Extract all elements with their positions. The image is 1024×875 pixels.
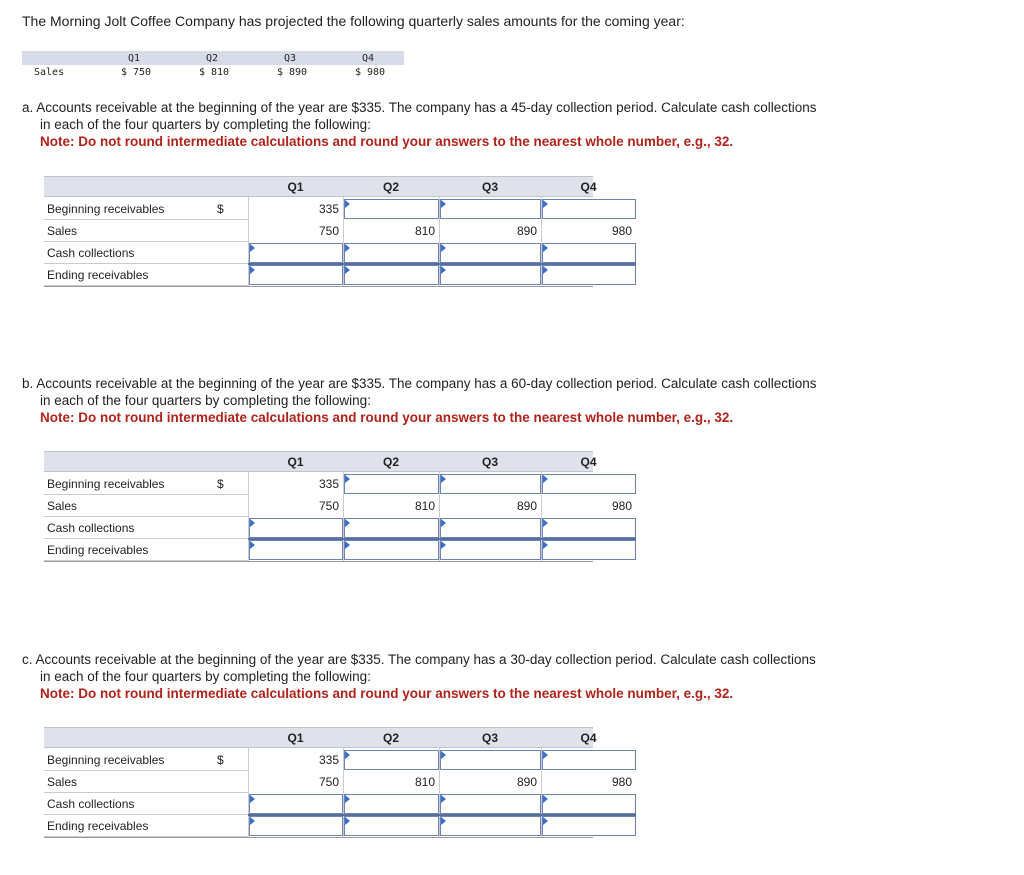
ending-receivables-input-q4[interactable] xyxy=(542,816,636,836)
beginning-receivables-input-q2[interactable] xyxy=(344,750,439,770)
row-label: Sales xyxy=(47,775,78,789)
cash-collections-input-q2[interactable] xyxy=(344,518,439,538)
ending-receivables-input-q3[interactable] xyxy=(440,540,541,560)
ending-receivables-input-q3[interactable] xyxy=(440,816,541,836)
ending-receivables-input-q1[interactable] xyxy=(249,265,343,285)
sales-value-q1: 750 xyxy=(318,775,339,789)
cash-collections-input-q4[interactable] xyxy=(542,243,636,263)
cash-collections-input-q3[interactable] xyxy=(440,794,541,814)
sales-value-q1: 750 xyxy=(318,499,339,513)
sales-value-q3: 890 xyxy=(516,775,537,789)
table-bottom-border xyxy=(44,561,593,562)
beginning-receivables-input-q2[interactable] xyxy=(344,199,439,219)
sales-value-q2: 810 xyxy=(414,499,435,513)
ending-receivables-input-q2[interactable] xyxy=(344,265,439,285)
header-q3: Q3 xyxy=(481,731,498,745)
question-c-line2: in each of the four quarters by completing the following: xyxy=(40,669,371,684)
table-bottom-border xyxy=(44,837,593,838)
ending-receivables-input-q1[interactable] xyxy=(249,540,343,560)
row-label: Ending receivables xyxy=(47,268,149,282)
row-label: Beginning receivables xyxy=(47,202,165,216)
question-a xyxy=(22,99,922,150)
ending-receivables-input-q3[interactable] xyxy=(440,265,541,285)
header-band xyxy=(44,176,593,197)
row-label: Cash collections xyxy=(47,246,135,260)
header-q3: Q3 xyxy=(481,455,498,469)
beginning-receivables-input-q4[interactable] xyxy=(542,750,636,770)
sales-value-q4: 980 xyxy=(611,499,632,513)
header-q2: Q2 xyxy=(382,731,399,745)
cash-collections-input-q4[interactable] xyxy=(542,794,636,814)
sales-value-q2: 810 xyxy=(414,775,435,789)
question-c-note: Note: Do not round intermediate calculations and round your answers to the nearest whole number, e.g., 32. xyxy=(40,686,734,701)
beginning-receivables-input-q4[interactable] xyxy=(542,199,636,219)
question-b-line1: b. Accounts receivable at the beginning of the year are $335. The company has a 60-day collection period. Calculate cash collections xyxy=(22,376,817,391)
row-label: Beginning receivables xyxy=(47,477,165,491)
sales-header-q1: Q1 xyxy=(127,53,141,64)
sales-value-q1: $ 750 xyxy=(120,67,152,78)
answer-table-a xyxy=(44,176,632,287)
table-bottom-border xyxy=(44,286,593,287)
question-a-line1: a. Accounts receivable at the beginning of the year are $335. The company has a 45-day collection period. Calculate cash collections xyxy=(22,100,817,115)
beginning-receivables-input-q4[interactable] xyxy=(542,474,636,494)
cash-collections-input-q1[interactable] xyxy=(249,243,343,263)
question-c xyxy=(22,651,922,702)
row-separator xyxy=(44,538,248,539)
row-label: Beginning receivables xyxy=(47,753,165,767)
sales-value-q4: 980 xyxy=(611,224,632,238)
question-a-note: Note: Do not round intermediate calculations and round your answers to the nearest whole number, e.g., 32. xyxy=(40,134,734,149)
currency-symbol: $ xyxy=(217,753,224,767)
answer-table-c xyxy=(44,727,632,838)
currency-symbol: $ xyxy=(217,202,224,216)
header-q1: Q1 xyxy=(287,731,304,745)
beginning-receivables-input-q3[interactable] xyxy=(440,750,541,770)
header-q4: Q4 xyxy=(580,731,597,745)
row-separator xyxy=(44,792,248,793)
beginning-receivables-input-q3[interactable] xyxy=(440,474,541,494)
row-separator xyxy=(44,219,248,220)
sales-value-q1: 750 xyxy=(318,224,339,238)
header-q3: Q3 xyxy=(481,180,498,194)
cash-collections-input-q1[interactable] xyxy=(249,518,343,538)
row-label: Sales xyxy=(47,499,78,513)
question-b-note: Note: Do not round intermediate calculations and round your answers to the nearest whole number, e.g., 32. xyxy=(40,410,734,425)
row-label: Ending receivables xyxy=(47,819,149,833)
sales-value-q3: 890 xyxy=(516,499,537,513)
answer-table-b xyxy=(44,451,632,562)
sales-value-q4: 980 xyxy=(611,775,632,789)
question-b-line2: in each of the four quarters by completing the following: xyxy=(40,393,371,408)
sales-row-label: Sales xyxy=(34,67,65,78)
intro-text: The Morning Jolt Coffee Company has projected the following quarterly sales amounts for the coming year: xyxy=(22,13,685,29)
row-separator xyxy=(44,263,248,264)
beginning-q1-value: 335 xyxy=(318,477,339,491)
cash-collections-input-q1[interactable] xyxy=(249,794,343,814)
ending-receivables-input-q2[interactable] xyxy=(344,816,439,836)
ending-receivables-input-q4[interactable] xyxy=(542,265,636,285)
header-q4: Q4 xyxy=(580,455,597,469)
row-label: Sales xyxy=(47,224,78,238)
beginning-receivables-input-q3[interactable] xyxy=(440,199,541,219)
row-label: Cash collections xyxy=(47,521,135,535)
question-c-line1: c. Accounts receivable at the beginning of the year are $335. The company has a 30-day collection period. Calculate cash collections xyxy=(22,652,816,667)
sales-value-q3: $ 890 xyxy=(276,67,308,78)
header-q4: Q4 xyxy=(580,180,597,194)
ending-receivables-input-q2[interactable] xyxy=(344,540,439,560)
header-q2: Q2 xyxy=(382,455,399,469)
header-band xyxy=(44,451,593,472)
question-a-line2: in each of the four quarters by completing the following: xyxy=(40,117,371,132)
row-label: Cash collections xyxy=(47,797,135,811)
sales-header-q4: Q4 xyxy=(361,53,375,64)
row-separator xyxy=(44,814,248,815)
cash-collections-input-q4[interactable] xyxy=(542,518,636,538)
beginning-receivables-input-q2[interactable] xyxy=(344,474,439,494)
header-q1: Q1 xyxy=(287,455,304,469)
sales-header-q3: Q3 xyxy=(283,53,297,64)
beginning-q1-value: 335 xyxy=(318,202,339,216)
beginning-q1-value: 335 xyxy=(318,753,339,767)
row-label: Ending receivables xyxy=(47,543,149,557)
currency-symbol: $ xyxy=(217,477,224,491)
ending-receivables-input-q4[interactable] xyxy=(542,540,636,560)
question-b xyxy=(22,375,922,426)
cash-collections-input-q2[interactable] xyxy=(344,794,439,814)
header-band xyxy=(44,727,593,748)
row-separator xyxy=(44,494,248,495)
cash-collections-input-q3[interactable] xyxy=(440,243,541,263)
sales-value-q3: 890 xyxy=(516,224,537,238)
header-q1: Q1 xyxy=(287,180,304,194)
ending-receivables-input-q1[interactable] xyxy=(249,816,343,836)
sales-value-q2: $ 810 xyxy=(198,67,230,78)
row-separator xyxy=(44,770,248,771)
sales-value-q2: 810 xyxy=(414,224,435,238)
sales-value-q4: $ 980 xyxy=(354,67,386,78)
row-separator xyxy=(44,516,248,517)
sales-header-q2: Q2 xyxy=(205,53,219,64)
row-separator xyxy=(44,241,248,242)
cash-collections-input-q3[interactable] xyxy=(440,518,541,538)
cash-collections-input-q2[interactable] xyxy=(344,243,439,263)
header-q2: Q2 xyxy=(382,180,399,194)
